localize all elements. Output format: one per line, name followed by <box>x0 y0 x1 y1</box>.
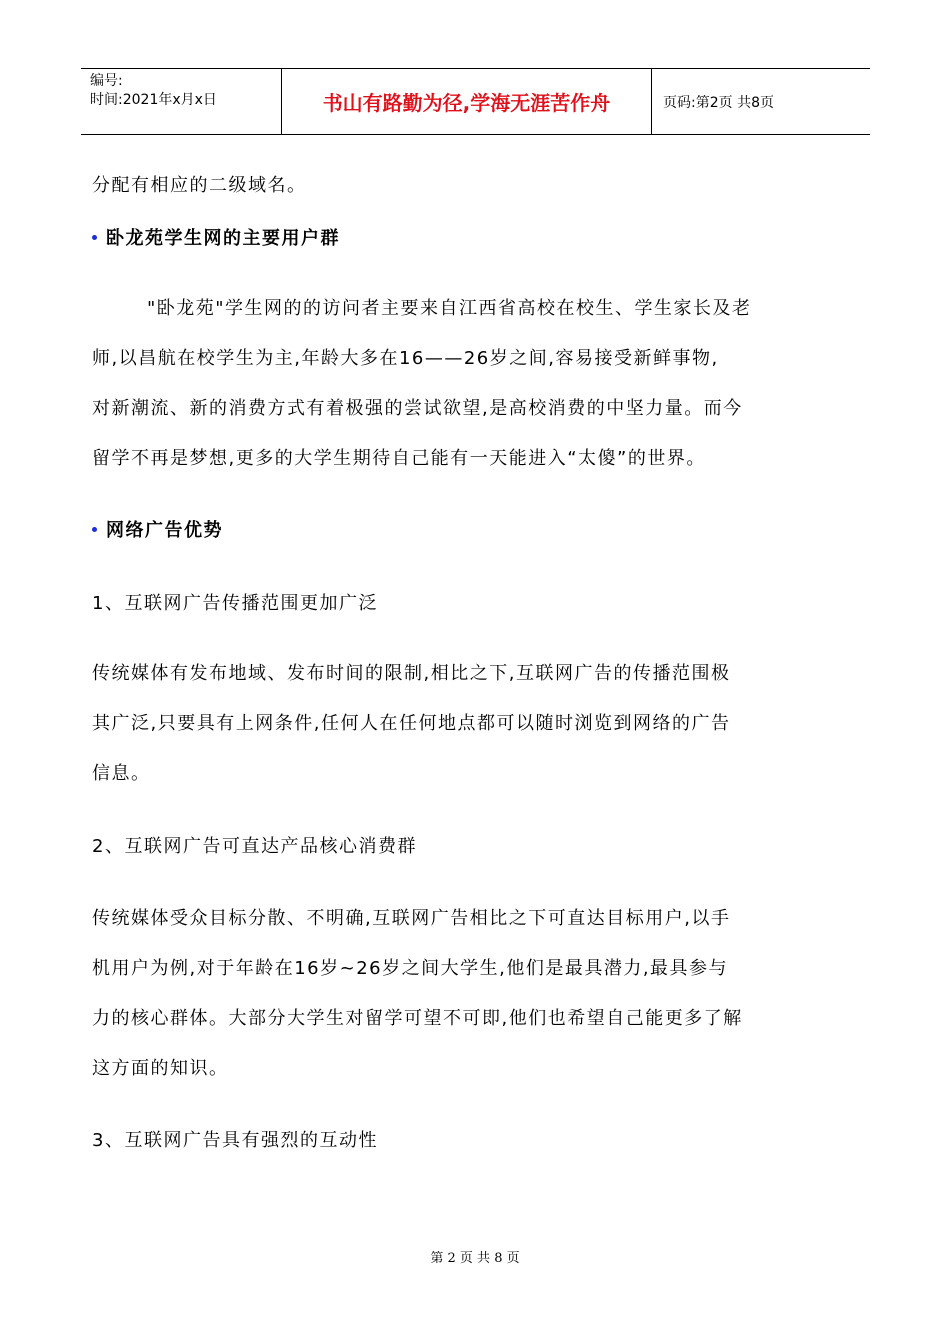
paragraph-line: 力的核心群体。大部分大学生对留学可望不可即,他们也希望自己能更多了解 <box>92 1008 743 1029</box>
bullet-icon <box>92 235 97 240</box>
page-info: 页码:第2页 共8页 <box>663 94 774 111</box>
body-line: 分配有相应的二级域名。 <box>92 175 307 196</box>
paragraph-line: 信息。 <box>92 763 151 784</box>
paragraph-line: 其广泛,只要具有上网条件,任何人在任何地点都可以随时浏览到网络的广告 <box>92 713 731 734</box>
paragraph-line: 传统媒体有发布地域、发布时间的限制,相比之下,互联网广告的传播范围极 <box>92 663 731 684</box>
page-header <box>81 68 870 135</box>
paragraph-line: 师,以昌航在校学生为主,年龄大多在16——26岁之间,容易接受新鲜事物, <box>92 348 719 369</box>
subheading: 1、互联网广告传播范围更加广泛 <box>92 593 378 614</box>
paragraph-line: 留学不再是梦想,更多的大学生期待自己能有一天能进入“太傻”的世界。 <box>92 448 706 469</box>
time-label: 时间:2021年x月x日 <box>90 92 217 108</box>
subheading: 2、互联网广告可直达产品核心消费群 <box>92 836 417 857</box>
paragraph-line: 传统媒体受众目标分散、不明确,互联网广告相比之下可直达目标用户,以手 <box>92 908 731 929</box>
number-label: 编号: <box>90 73 123 89</box>
paragraph-line: 对新潮流、新的消费方式有着极强的尝试欲望,是高校消费的中坚力量。而今 <box>92 398 743 419</box>
header-left-cell <box>81 69 281 134</box>
subheading: 3、互联网广告具有强烈的互动性 <box>92 1130 378 1151</box>
paragraph-line: 这方面的知识。 <box>92 1058 229 1079</box>
page-footer: 第 2 页 共 8 页 <box>430 1251 520 1266</box>
section-heading: 卧龙苑学生网的主要用户群 <box>92 224 340 250</box>
paragraph-line: "卧龙苑"学生网的的访问者主要来自江西省高校在校生、学生家长及老 <box>147 298 752 319</box>
bullet-icon <box>92 527 97 532</box>
paragraph-line: 机用户为例,对于年龄在16岁~26岁之间大学生,他们是最具潜力,最具参与 <box>92 958 729 979</box>
motto: 书山有路勤为径,学海无涯苦作舟 <box>281 69 652 134</box>
section-heading: 网络广告优势 <box>92 516 223 542</box>
